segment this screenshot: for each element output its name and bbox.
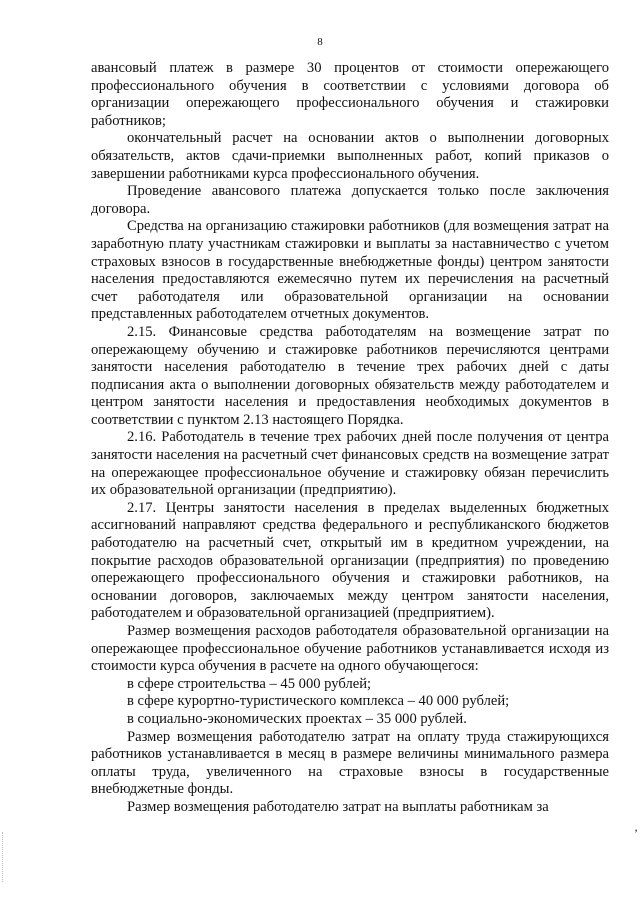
paragraph-wage-reimbursement: Размер возмещения работодателю затрат на оплату труда стажирующихся работников устанавливается в месяц в размере величины минимального размера оплаты труда, увеличенного на страховые взносы в государственные внебюджетные фонды. [91, 728, 609, 798]
list-item-socio-economic: в социально-экономических проектах – 35 000 рублей. [127, 710, 467, 727]
scan-margin-artifact [2, 832, 7, 882]
paragraph-payments-reimbursement: Размер возмещения работодателю затрат на выплаты работникам за [127, 798, 549, 815]
paragraph-2-16: 2.16. Работодатель в течение трех рабочих дней после получения от центра занятости населения на расчетный счет финансовых средств на возмещение затрат на опережающее профессиональное обучение и стажировку обязан перечислить их образовательной организации (предприятию). [91, 429, 609, 499]
paragraph-advance-condition: Проведение авансового платежа допускается только после заключения договора. [91, 183, 609, 217]
page-number: 8 [317, 36, 323, 48]
paragraph-advance-payment: авансовый платеж в размере 30 процентов от стоимости опережающего профессионального обучения в соответствии с условиями договора об организации опережающего профессионального обучения и стажировки работников; [91, 60, 609, 129]
document-body [91, 60, 609, 817]
paragraph-2-17: 2.17. Центры занятости населения в пределах выделенных бюджетных ассигнований направляют средства федерального и республиканского бюджетов работодателю на расчетный счет, открытый им в кредитном учреждении, на покрытие расходов образовательной организации (предприятия) по проведению опережающего профессионального обучения и стажировки работников, на основании договоров, заключаемых между центром занятости населения, работодателем и образовательной организацией (предприятием). [91, 499, 609, 622]
paragraph-final-settlement: окончательный расчет на основании актов о выполнении договорных обязательств, актов сдачи-приемки выполненных работ, копий приказов о завершении работниками курса профессионального обучения. [91, 130, 609, 182]
paragraph-internship-funds: Средства на организацию стажировки работников (для возмещения затрат на заработную плату участникам стажировки и выплаты за наставничество с учетом страховых взносов в государственные внебюджетные фонды) центром занятости населения предоставляются ежемесячно путем их перечисления на расчетный счет работодателя или образовательной организации на основании представленных работодателем отчетных документов. [91, 218, 609, 323]
list-item-tourism: в сфере курортно-туристического комплекса – 40 000 рублей; [127, 693, 510, 710]
paragraph-2-15: 2.15. Финансовые средства работодателям на возмещение затрат по опережающему обучению и стажировке работников перечисляются центрами занятости населения работодателю в течение трех рабочих дней с даты подписания акта о выполнении договорных обязательств между работодателем и центром занятости населения и предоставления необходимых документов в соответствии с пунктом 2.13 настоящего Порядка. [91, 323, 609, 428]
list-item-construction: в сфере строительства – 45 000 рублей; [127, 675, 372, 692]
paragraph-reimbursement-amount: Размер возмещения расходов работодателя образовательной организации на опережающее профессиональное обучение работников устанавливается исходя из стоимости курса обучения в расчете на одного обучающегося: [91, 623, 609, 675]
scan-edge-mark: ’ [634, 826, 638, 840]
